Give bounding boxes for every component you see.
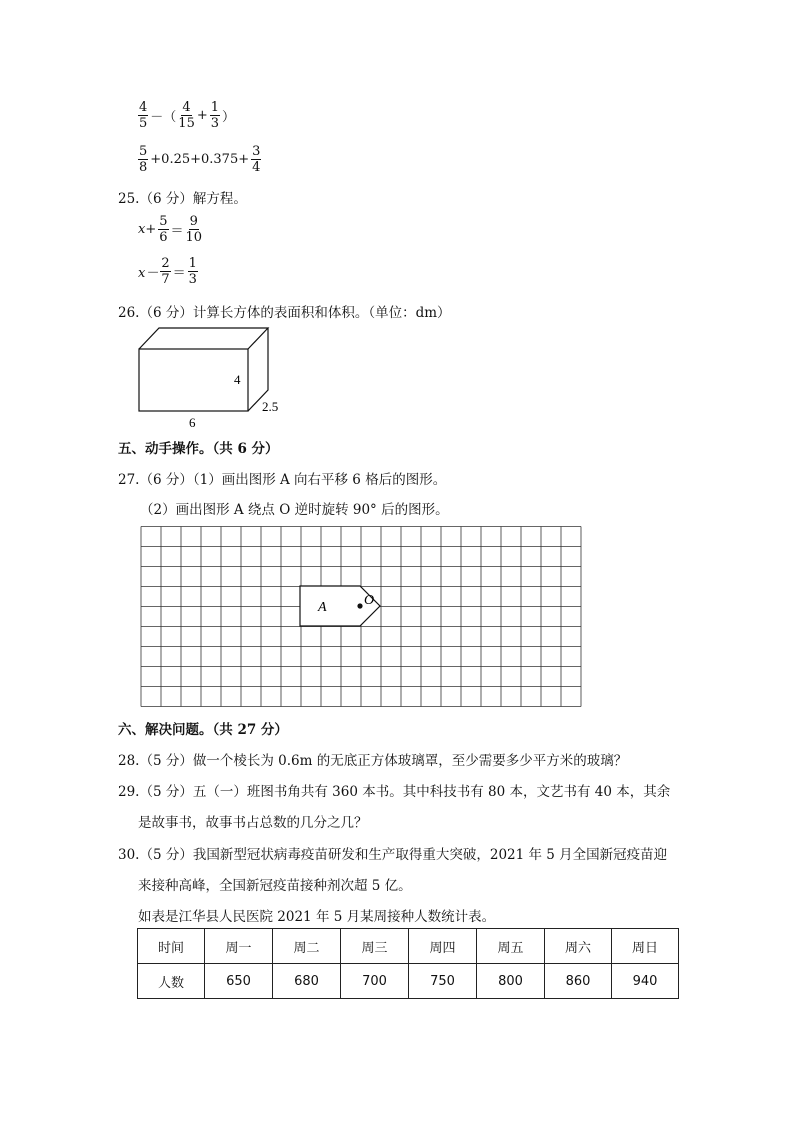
cuboid-height-label: 4 [234, 372, 241, 387]
table-cell: 750 [409, 964, 477, 999]
question-30-line-1: 30.（5 分）我国新型冠状病毒疫苗研发和生产取得重大突破，2021 年 5 月全国新冠疫苗迎 [118, 847, 668, 863]
point-o-label: O [364, 593, 375, 608]
square-grid [140, 526, 582, 707]
question-27-part-1: 27.（6 分）（1）画出图形 A 向右平移 6 格后的图形。 [118, 472, 447, 488]
table-cell: 800 [477, 964, 545, 999]
expression-1: $\frac{4}{5}$ －（ $\frac{4}{15}$ + $\frac{1}{3}$ ） [139, 100, 236, 131]
question-30-line-3: 如表是江华县人民医院 2021 年 5 月某周接种人数统计表。 [138, 909, 496, 925]
table-row [138, 964, 679, 999]
table-cell: 860 [545, 964, 612, 999]
table-cell: 周四 [409, 929, 477, 964]
fraction: $\frac{9}{10}$ [185, 214, 203, 245]
fraction: $\frac{5}{8}$ [139, 144, 148, 175]
cuboid-width-label: 6 [189, 415, 196, 430]
table-cell: 周六 [545, 929, 612, 964]
cuboid-depth-label: 2.5 [262, 399, 279, 414]
question-25: 25.（6 分）解方程。 [118, 191, 247, 207]
question-27-part-2: （2）画出图形 A 绕点 O 逆时旋转 90° 后的图形。 [140, 502, 449, 518]
section-5-heading: 五、动手操作。（共 6 分） [118, 441, 279, 457]
table-cell: 时间 [138, 929, 205, 964]
table-cell: 周二 [273, 929, 341, 964]
section-6-heading: 六、解决问题。（共 27 分） [118, 722, 288, 738]
table-cell: 650 [205, 964, 273, 999]
table-cell: 940 [612, 964, 679, 999]
question-30-line-2: 来接种高峰，全国新冠疫苗接种剂次超 5 亿。 [138, 878, 412, 894]
fraction: $\frac{4}{15}$ [178, 100, 195, 131]
table-cell: 周一 [205, 929, 273, 964]
fraction: $\frac{5}{6}$ [159, 214, 168, 245]
table-cell: 周三 [341, 929, 409, 964]
table-cell: 周五 [477, 929, 545, 964]
fraction: $\frac{3}{4}$ [252, 144, 261, 175]
shape-a-label: A [318, 600, 327, 615]
cuboid-diagram [130, 322, 290, 432]
table-cell: 人数 [138, 964, 205, 999]
cuboid-top-face [139, 328, 268, 349]
table-cell: 680 [273, 964, 341, 999]
table-cell: 700 [341, 964, 409, 999]
cuboid-front-face [139, 349, 248, 411]
fraction: $\frac{1}{3}$ [188, 256, 197, 287]
fraction: $\frac{4}{5}$ [139, 100, 148, 131]
equation-1: x+ $\frac{5}{6}$ ＝ $\frac{9}{10}$ [138, 214, 203, 245]
point-o [357, 603, 362, 608]
question-29-line-2: 是故事书，故事书占总数的几分之几？ [138, 815, 368, 831]
fraction: $\frac{2}{7}$ [161, 256, 170, 287]
vaccination-table [137, 928, 679, 999]
equation-2: x－ $\frac{2}{7}$ ＝ $\frac{1}{3}$ [138, 256, 197, 287]
table-cell: 周日 [612, 929, 679, 964]
question-28: 28.（5 分）做一个棱长为 0.6m 的无底正方体玻璃罩，至少需要多少平方米的玻璃？ [118, 753, 628, 769]
table-header-row [138, 929, 679, 964]
question-26: 26.（6 分）计算长方体的表面积和体积。（单位：dm） [118, 305, 451, 321]
expression-2: $\frac{5}{8}$ +0.25+0.375+ $\frac{3}{4}$ [139, 144, 261, 175]
question-29-line-1: 29.（5 分）五（一）班图书角共有 360 本书。其中科技书有 80 本，文艺书有 40 本，其余 [118, 784, 671, 800]
fraction: $\frac{1}{3}$ [210, 100, 220, 131]
